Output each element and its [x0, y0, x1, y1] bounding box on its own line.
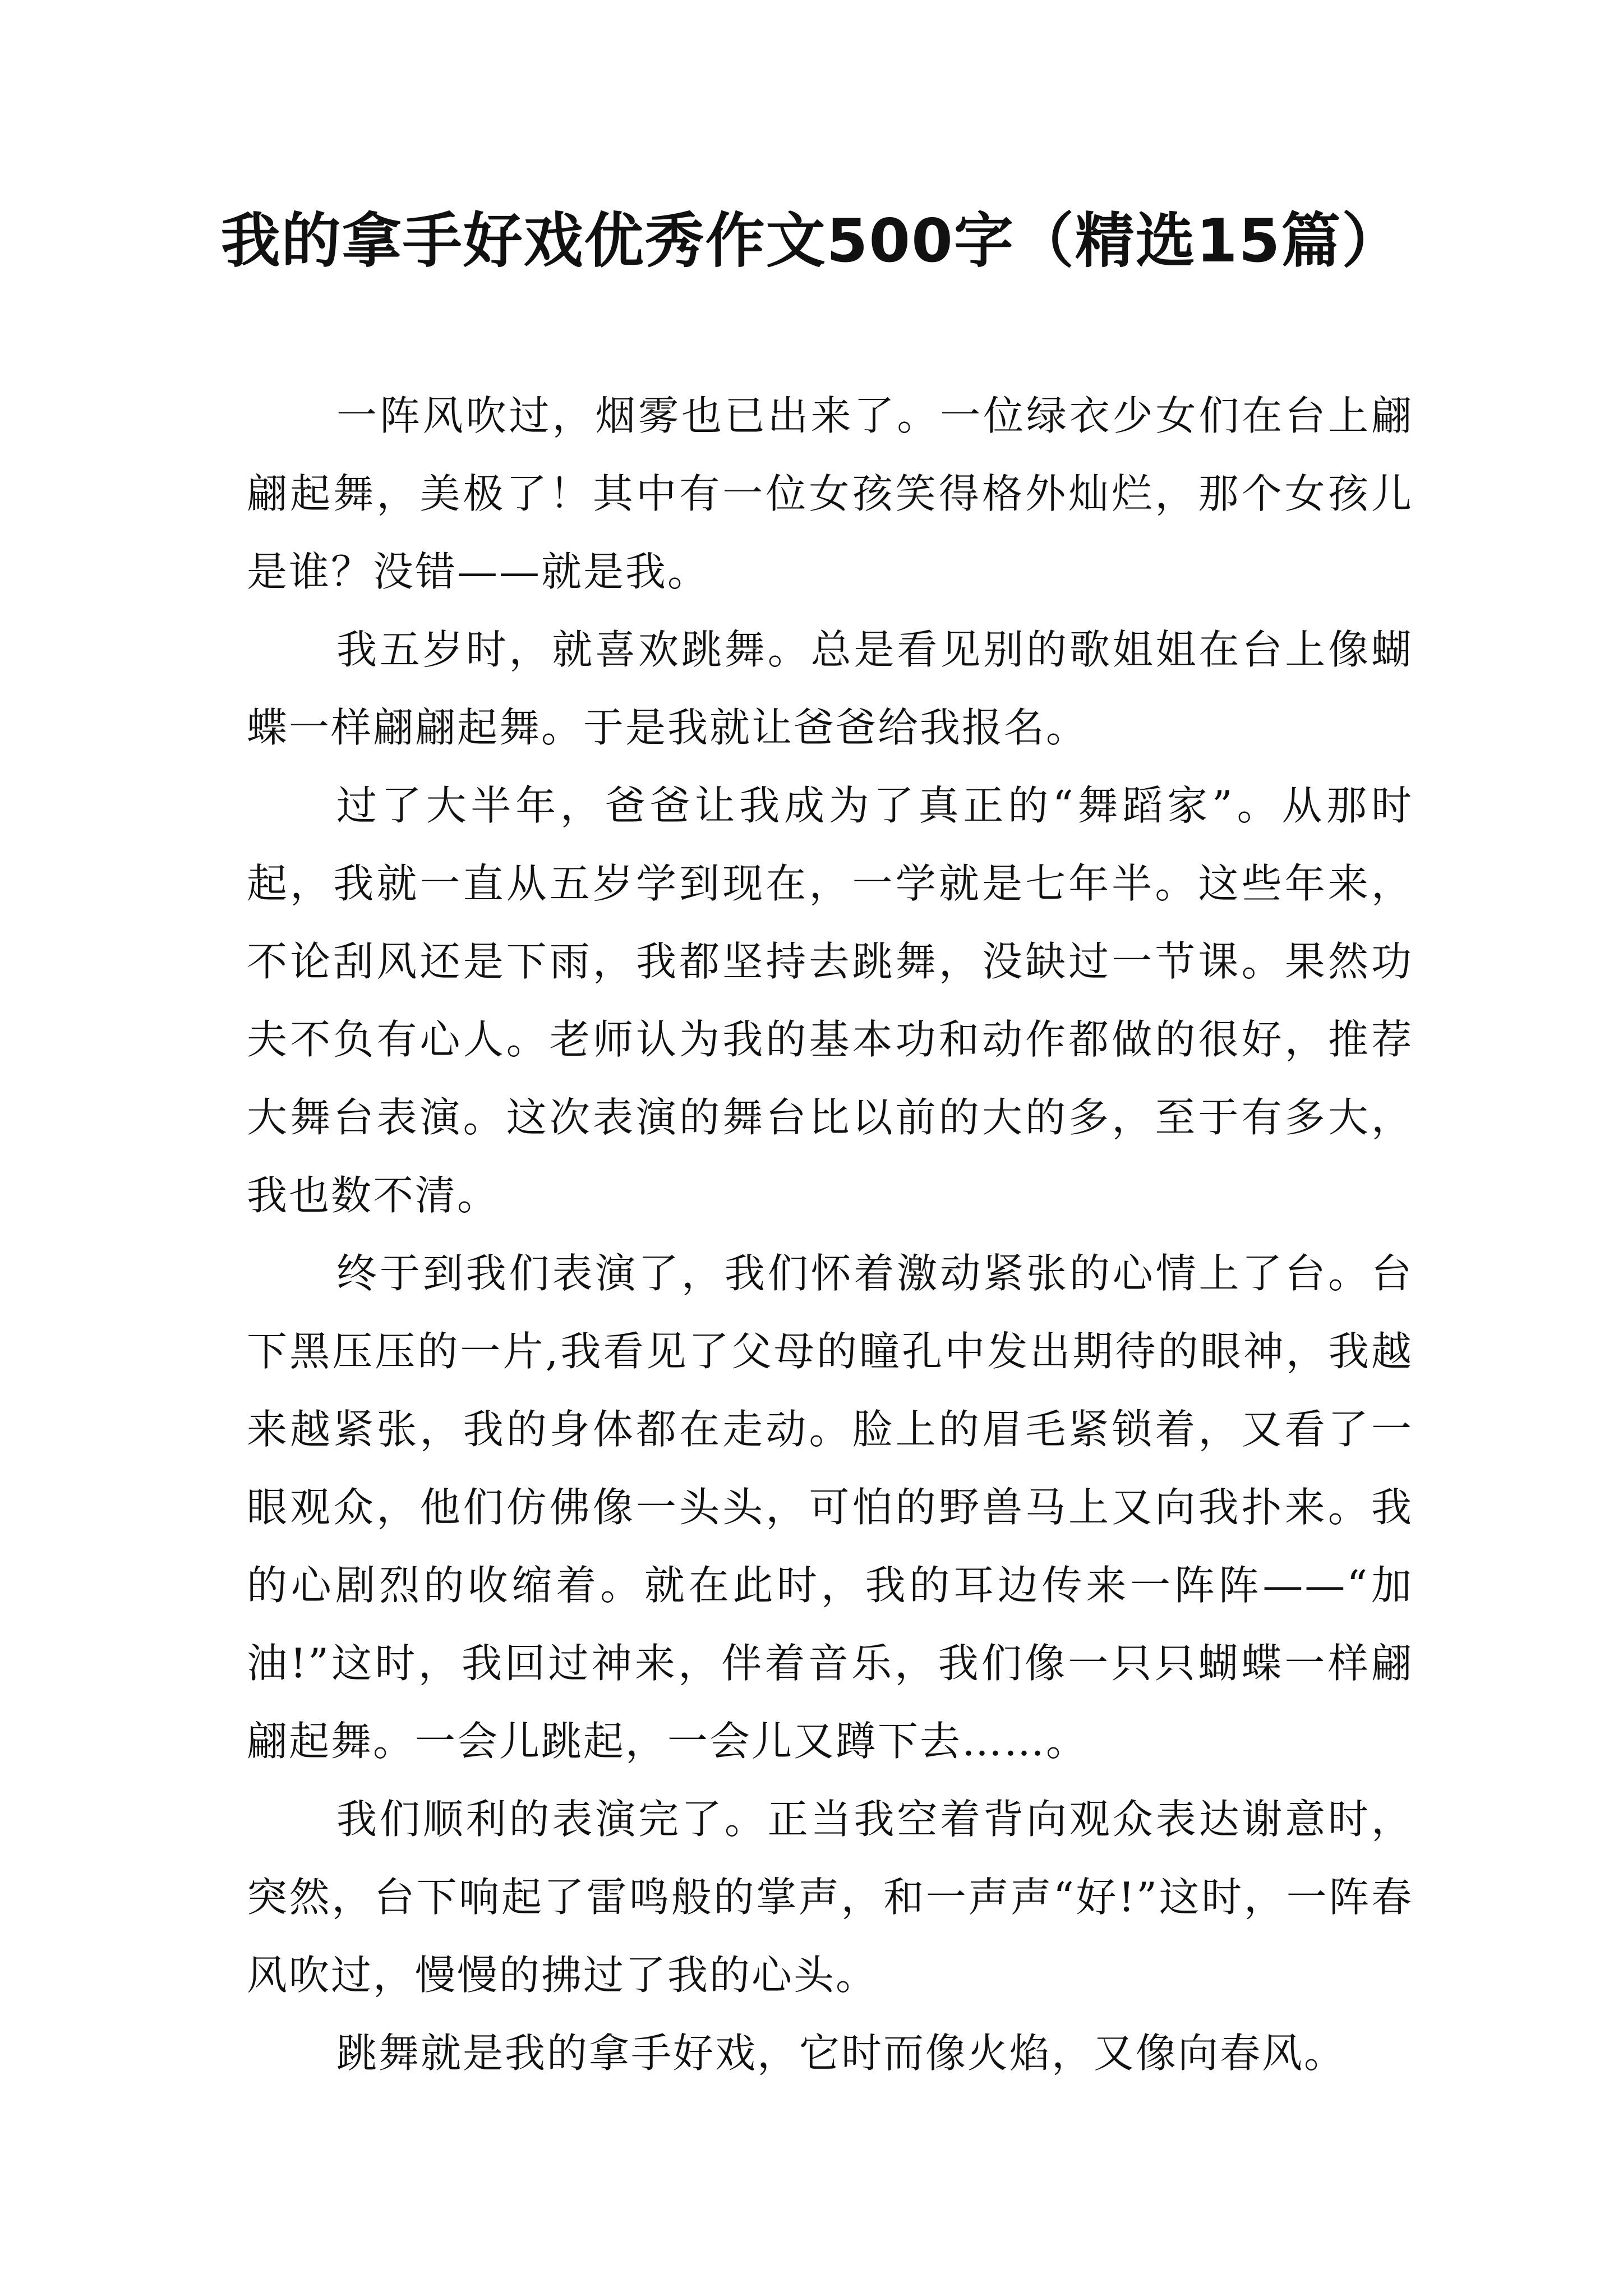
document-title: 我的拿手好戏优秀作文500字（精选15篇）	[220, 206, 1403, 275]
paragraph: 过了大半年，爸爸让我成为了真正的“舞蹈家”。从那时起，我就一直从五岁学到现在，一学就是七年半。这些年来，不论刮风还是下雨，我都坚持去跳舞，没缺过一节课。果然功夫不负有心人。老师认为我的基本功和动作都做的很好，推荐大舞台表演。这次表演的舞台比以前的大的多，至于有多大，我也数不清。	[247, 782, 1413, 1219]
paragraph: 一阵风吹过，烟雾也已出来了。一位绿衣少女们在台上翩翩起舞，美极了！其中有一位女孩笑得格外灿烂，那个女孩儿是谁？没错——就是我。	[247, 392, 1413, 595]
paragraph: 跳舞就是我的拿手好戏，它时而像火焰，又像向春风。	[336, 2030, 1347, 2077]
document-body	[247, 377, 1413, 2092]
paragraph: 我们顺利的表演完了。正当我空着背向观众表达谢意时，突然，台下响起了雷鸣般的掌声，和一声声“好!”这时，一阵春风吹过，慢慢的拂过了我的心头。	[247, 1796, 1413, 1999]
paragraph: 我五岁时，就喜欢跳舞。总是看见别的歌姐姐在台上像蝴蝶一样翩翩起舞。于是我就让爸爸给我报名。	[247, 626, 1413, 751]
paragraph: 终于到我们表演了，我们怀着激动紧张的心情上了台。台下黑压压的一片,我看见了父母的瞳孔中发出期待的眼神，我越来越紧张，我的身体都在走动。脸上的眉毛紧锁着，又看了一眼观众，他们仿佛像一头头，可怕的野兽马上又向我扑来。我的心剧烈的收缩着。就在此时，我的耳边传来一阵阵——“加油!”这时，我回过神来，伴着音乐，我们像一只只蝴蝶一样翩翩起舞。一会儿跳起，一会儿又蹲下去……。	[247, 1250, 1413, 1765]
